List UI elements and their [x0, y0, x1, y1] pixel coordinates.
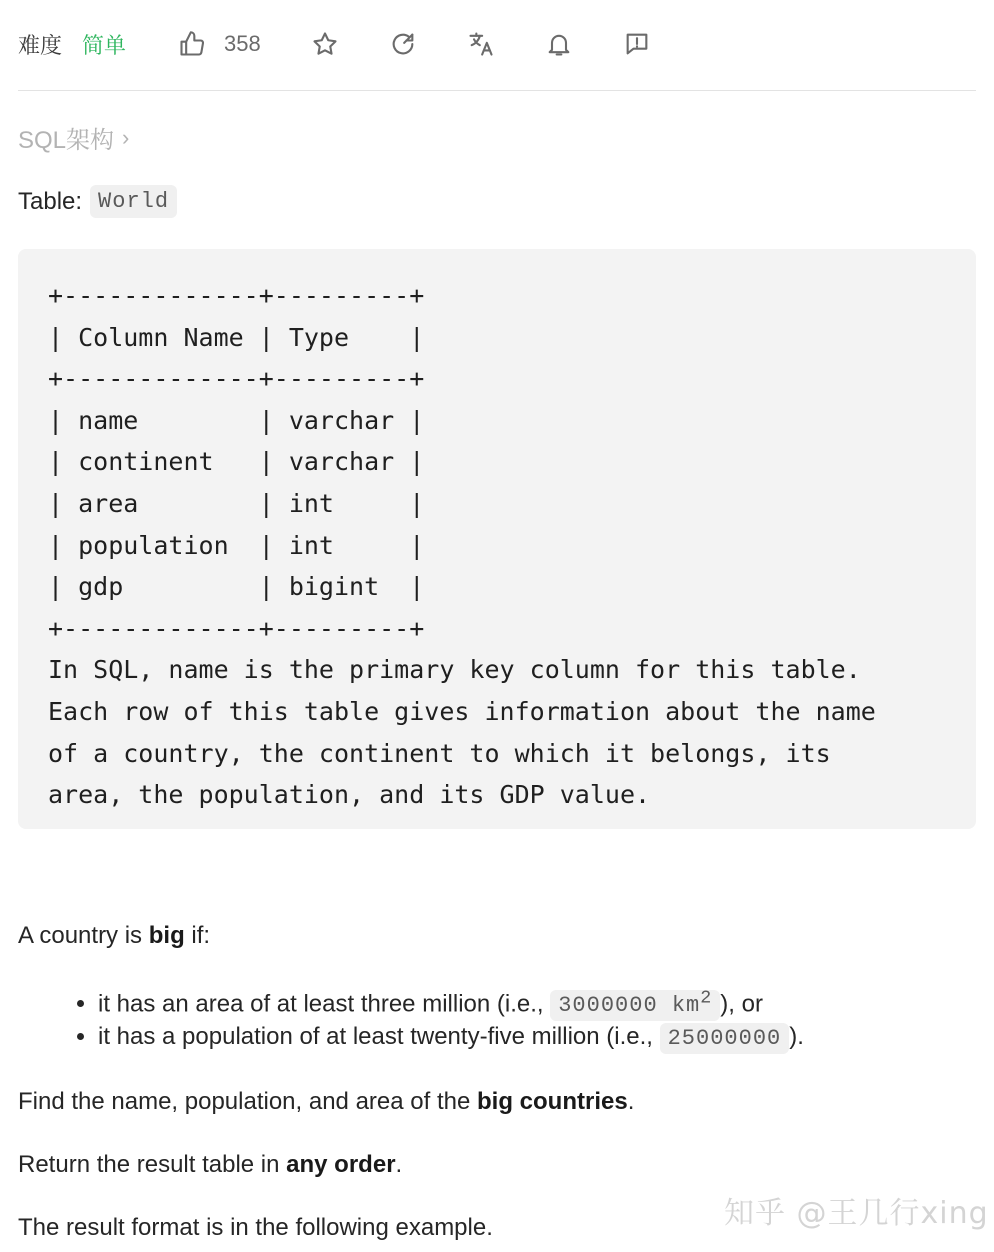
watermark: 知乎 @王几行xing [724, 1196, 989, 1231]
list-item [98, 1018, 804, 1056]
population-threshold-code: 25000000 [660, 1023, 790, 1054]
list-item [98, 980, 804, 1018]
area-threshold-value: 3000000 km [558, 993, 701, 1019]
difficulty-label: 难度 [18, 32, 63, 58]
toolbar-divider [18, 90, 976, 91]
format-note: The result format is in the following example. [18, 1214, 493, 1241]
thumbs-up-icon [178, 30, 206, 58]
favorite-button[interactable] [311, 30, 339, 58]
difficulty-badge: 简单 [82, 32, 127, 58]
conditions-list [18, 980, 804, 1056]
problem-toolbar [18, 22, 976, 66]
condition-suffix: ), or [720, 990, 763, 1018]
translate-icon [467, 30, 495, 58]
condition-text: it has a population of at least twenty-five million (i.e., [98, 1023, 660, 1050]
task-statement [18, 1088, 634, 1116]
notification-button[interactable] [545, 30, 573, 58]
order-suffix: . [395, 1151, 403, 1178]
condition-suffix: ). [789, 1023, 804, 1050]
condition-text: it has an area of at least three million (i.e., [98, 990, 551, 1018]
chevron-right-icon: › [122, 124, 130, 150]
task-bold: big countries [477, 1088, 628, 1115]
superscript: 2 [700, 988, 713, 1009]
big-def-prefix: A country is [18, 922, 149, 949]
area-threshold-code [550, 990, 720, 1021]
big-def-suffix: if: [184, 922, 211, 949]
category-link[interactable] [18, 120, 129, 155]
category-label: SQL架构 [18, 127, 115, 154]
share-button[interactable] [389, 30, 417, 58]
translate-button[interactable] [467, 30, 495, 58]
task-prefix: Find the name, population, and area of the [18, 1088, 477, 1115]
big-definition [18, 922, 210, 950]
like-count: 358 [224, 31, 261, 56]
table-intro [18, 185, 177, 218]
feedback-icon [623, 30, 651, 58]
bell-icon [545, 30, 573, 58]
like-button[interactable] [178, 30, 261, 58]
share-icon [389, 30, 417, 58]
table-name-code: World [90, 185, 177, 218]
schema-code-block: +-------------+---------+ | Column Name | Type | +-------------+---------+ | name | varchar | | continent | varchar | | area | int | | population | int | | gdp | bigint | +-------------+---------+ In SQL, name is the primary key column for this table. Each row of this table gives information about the name of a country, the continent to which it belongs, its area, the population, and its GDP value. [18, 249, 976, 829]
feedback-button[interactable] [623, 30, 651, 58]
big-def-bold: big [148, 922, 185, 949]
order-prefix: Return the result table in [18, 1151, 287, 1178]
task-suffix: . [627, 1088, 635, 1115]
order-bold: any order [286, 1151, 396, 1178]
table-label: Table: [18, 187, 83, 215]
order-statement [18, 1151, 402, 1179]
star-icon [311, 30, 339, 58]
